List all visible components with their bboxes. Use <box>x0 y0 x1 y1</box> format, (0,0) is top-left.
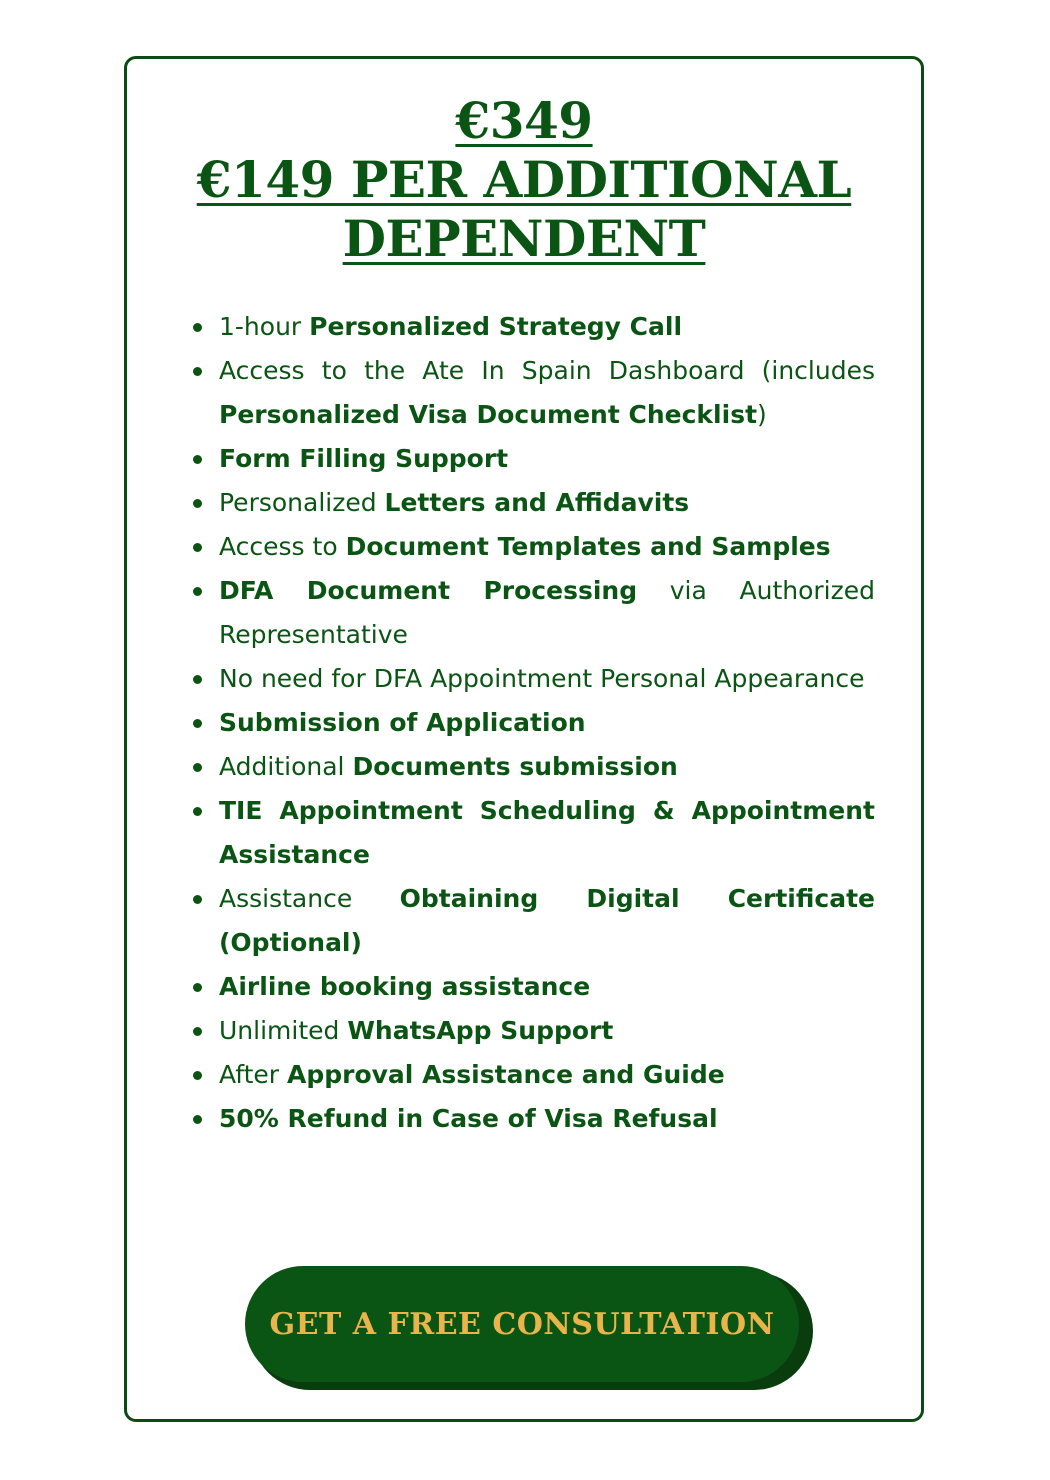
feature-text: After <box>219 1060 287 1089</box>
bullet-icon <box>193 675 202 684</box>
feature-item <box>193 877 875 965</box>
feature-item <box>193 789 875 877</box>
feature-text: 1-hour <box>219 312 310 341</box>
bullet-icon <box>193 1115 202 1124</box>
feature-text: Unlimited <box>219 1016 348 1045</box>
feature-highlight-text: Form Filling Support <box>219 444 509 473</box>
feature-highlight-text: DFA Document Processing <box>219 576 638 605</box>
feature-text: ) <box>757 400 767 429</box>
bullet-icon <box>193 499 202 508</box>
bullet-icon <box>193 983 202 992</box>
feature-highlight-text: Document Templates and Samples <box>345 532 831 561</box>
feature-highlight-text: Submission of Application <box>219 708 586 737</box>
bullet-icon <box>193 807 202 816</box>
feature-text: via Authorized Representative <box>219 576 875 649</box>
feature-item <box>193 1097 875 1141</box>
bullet-icon <box>193 895 202 904</box>
price-main: €349 <box>455 91 593 150</box>
price-additional-line-2: DEPENDENT <box>342 209 706 268</box>
feature-item <box>193 701 875 745</box>
price-heading <box>127 91 921 268</box>
feature-highlight-text: Obtaining Digital Certificate (Optional) <box>219 884 875 957</box>
feature-highlight-text: Airline booking assistance <box>219 972 591 1001</box>
feature-item <box>193 1009 875 1053</box>
bullet-icon <box>193 719 202 728</box>
bullet-icon <box>193 323 202 332</box>
feature-highlight-text: WhatsApp Support <box>347 1016 614 1045</box>
bullet-icon <box>193 1071 202 1080</box>
bullet-icon <box>193 455 202 464</box>
bullet-icon <box>193 1027 202 1036</box>
feature-item <box>193 349 875 437</box>
feature-highlight-text: Documents submission <box>352 752 678 781</box>
bullet-icon <box>193 367 202 376</box>
feature-text: Access to <box>219 532 346 561</box>
feature-item <box>193 1053 875 1097</box>
feature-highlight-text: TIE Appointment Scheduling & Appointment Assistance <box>219 796 875 869</box>
feature-highlight-text: Letters and Affidavits <box>384 488 690 517</box>
feature-item <box>193 965 875 1009</box>
pricing-card <box>124 56 924 1422</box>
feature-item <box>193 657 875 701</box>
feature-highlight-text: Personalized Visa Document Checklist <box>219 400 758 429</box>
feature-item <box>193 305 875 349</box>
feature-item <box>193 481 875 525</box>
feature-item <box>193 525 875 569</box>
feature-list <box>193 305 875 1141</box>
feature-text: Assistance <box>219 884 400 913</box>
bullet-icon <box>193 543 202 552</box>
feature-item <box>193 569 875 657</box>
feature-text: Access to the Ate In Spain Dashboard (includes <box>219 356 875 385</box>
feature-highlight-text: Personalized Strategy Call <box>309 312 683 341</box>
feature-text: Additional <box>219 752 353 781</box>
feature-item <box>193 745 875 789</box>
free-consultation-button[interactable]: GET A FREE CONSULTATION <box>245 1266 799 1382</box>
feature-text: Personalized <box>219 488 385 517</box>
feature-highlight-text: 50% Refund in Case of Visa Refusal <box>219 1104 718 1133</box>
bullet-icon <box>193 587 202 596</box>
feature-highlight-text: Approval Assistance and Guide <box>286 1060 725 1089</box>
feature-text: No need for DFA Appointment Personal Appearance <box>219 664 865 693</box>
feature-item <box>193 437 875 481</box>
price-additional-line-1: €149 PER ADDITIONAL <box>196 150 852 209</box>
bullet-icon <box>193 763 202 772</box>
